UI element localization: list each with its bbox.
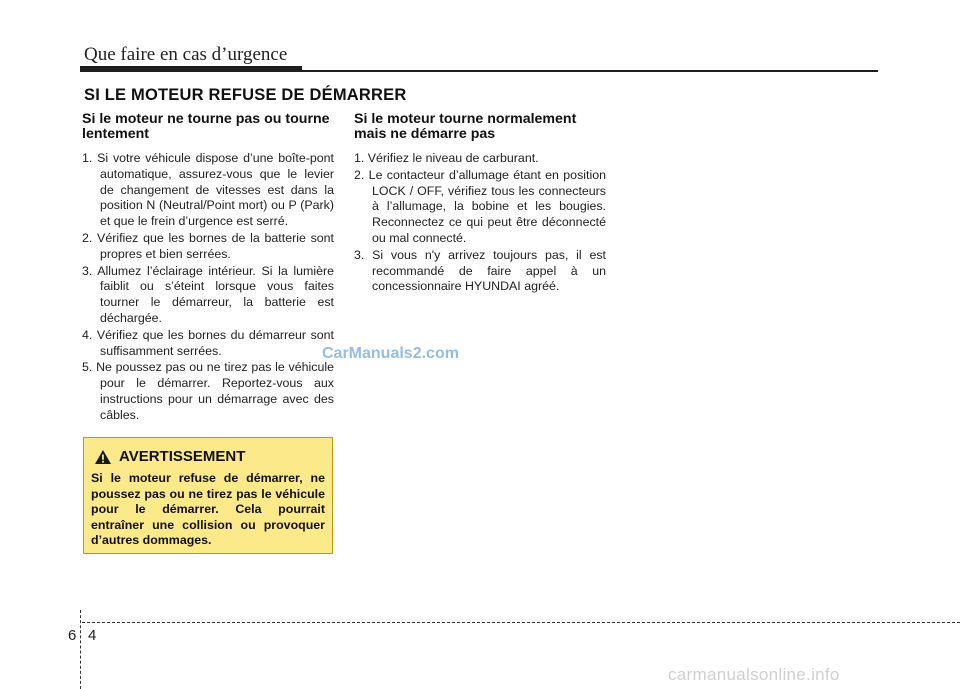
list-item: 2. Le contacteur d’allumage étant en position LOCK / OFF, vérifiez tous les connecteurs à l’allumage, la bobine et les bougies. Reconnectez ce qui peut être déconnecté ou mal connecté. [354,167,606,245]
footer-vertical-rule [80,610,81,689]
footer-rule [82,622,960,623]
right-column [354,112,606,296]
page-chapter-number: 6 [68,627,77,644]
list-item: 1. Si votre véhicule dispose d’une boîte-pont automatique, assurez-vous que le levier de changement de vitesses est dans la position N (Neutral/Point mort) ou P (Park) et que le frein d’urgence est serré. [82,151,334,229]
section-title: SI LE MOTEUR REFUSE DE DÉMARRER [84,86,407,104]
header-rule-thick [80,66,302,72]
list-item: 1. Vérifiez le niveau de carburant. [354,151,539,165]
list-item: 3. Si vous n'y arrivez toujours pas, il est recommandé de faire appel à un concessionnaire HYUNDAI agréé. [354,247,606,294]
right-steps-list [354,151,606,295]
warning-header [94,448,245,465]
header-title: Que faire en cas d’urgence [84,44,288,65]
site-watermark: carmanualsonline.info [668,665,840,684]
page-number: 4 [88,627,97,644]
left-steps-list [82,151,334,424]
warning-triangle-icon [94,449,112,465]
left-column-heading: Si le moteur ne tourne pas ou tourne lentement [82,111,330,142]
left-column [82,112,334,425]
list-item: 4. Vérifiez que les bornes du démarreur sont suffisamment serrées. [82,327,334,358]
watermark: CarManuals2.com [322,345,459,362]
right-column-heading: Si le moteur tourne normalement mais ne démarre pas [354,111,577,142]
warning-text: Si le moteur refuse de démarrer, ne poussez pas ou ne tirez pas le véhicule pour le démarrer. Cela pourrait entraîner une collision ou provoquer d’autres dommages. [91,471,325,548]
warning-box [83,437,333,554]
list-item: 2. Vérifiez que les bornes de la batterie sont propres et bien serrées. [82,230,334,261]
list-item: 5. Ne poussez pas ou ne tirez pas le véhicule pour le démarrer. Reportez-vous aux instructions pour un démarrage avec des câbles. [82,360,334,422]
list-item: 3. Allumez l’éclairage intérieur. Si la lumière faiblit ou s’éteint lorsque vous faites tourner le démarreur, la batterie est déchargée. [82,263,334,325]
warning-title: AVERTISSEMENT [119,448,246,465]
header-rule-thin [302,70,878,72]
